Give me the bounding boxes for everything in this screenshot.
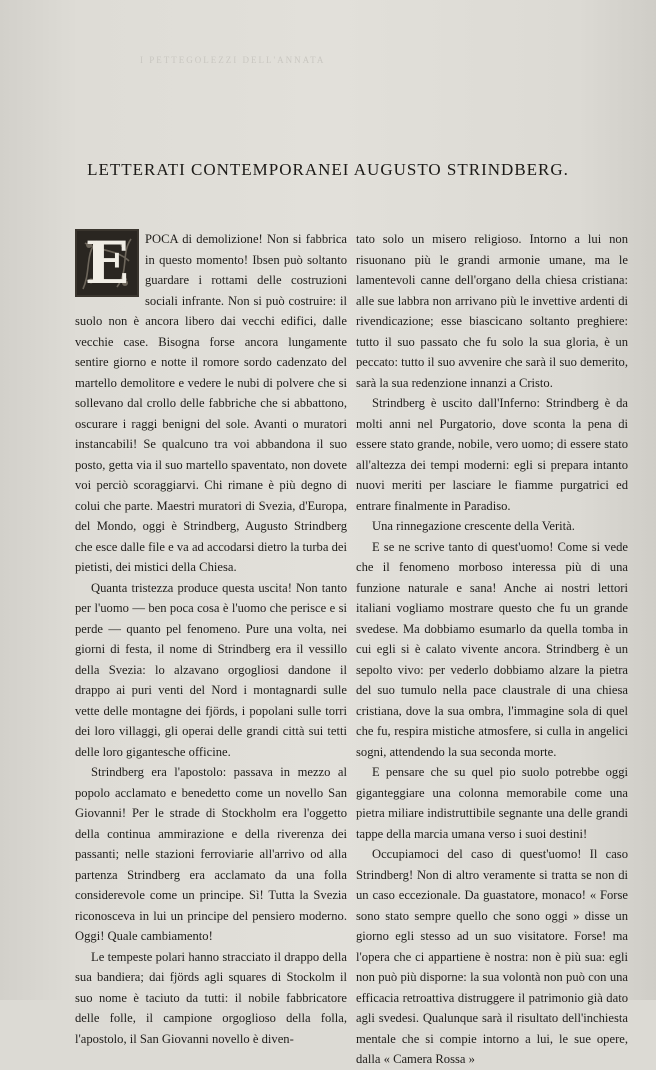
right-column	[356, 229, 628, 1070]
paragraph: POCA di demolizione! Non si fabbrica in questo momento! Ibsen può soltanto guardare i rottami delle costruzioni sociali infrante. Non si può costruire: il suolo non è ancora libero dai vecchi edifici, dalle vecchie case. Bisogna forse ancora lungamente sentire giorno e notte il romore sordo cadenzato del martello demolitore e vedere le nubi di polvere che si sollevano dal crollo delle fabbriche che si abbattono, oscurare i raggi benigni del sole. Avanti o muratori instancabili! Se qualcuno tra voi abbandona il suo posto, getta via il suo martello spaventato, non dovete voi perciò scoraggiarvi. Chi rimane è più degno di colui che parte. Maestri muratori di Svezia, d'Europa, del Mondo, oggi è Strindberg, Augusto Strindberg che esce dalle file e va ad accodarsi dietro la turba dei pietisti, dei mistici della Chiesa.	[75, 232, 347, 574]
paragraph: E pensare che su quel pio suolo potrebbe oggi giganteggiare una colonna memorabile come una pietra miliare indistruttibile segnante una delle grandi tappe della marcia umana verso i suoi destini!	[356, 765, 628, 841]
article-title: LETTERATI CONTEMPORANEI AUGUSTO STRINDBERG.	[87, 160, 569, 179]
paragraph: Occupiamoci del caso di quest'uomo! Il caso Strindberg! Non di altro veramente si tratta se non di un caso eccezionale. Da guastatore, monaco! « Forse sono stato sempre quello che sono oggi » disse un giorno egli stesso ad un suo visitatore. Forse! ma l'opera che ci appartiene è nostra: non è più sua: egli non può più disporne: la sua volontà non può con una efficacia retroattiva distruggere il patrimonio già dato agli svedesi. Qualunque sarà il risultato dell'inchiesta mentale che si compie intorno a lui, le sue opere, dalla « Camera Rossa »	[356, 847, 628, 1066]
paragraph: tato solo un misero religioso. Intorno a lui non risuonano più le grandi armonie umane, ma le lamentevoli canne dell'organo della chiesa cristiana: alle sue labbra non arrivano più le invettive ardenti di rivendicazione; esse biascicano soltanto preghiere: tutto il suo passato che fu solo la sua gloria, è un peccato: tutto il suo avvenire che sarà il suo demerito, sarà la sua redenzione innanzi a Cristo.	[356, 232, 628, 390]
left-column	[75, 229, 347, 1049]
paragraph: Quanta tristezza produce questa uscita! Non tanto per l'uomo — ben poca cosa è l'uomo che perisce e si perde — quanto pel fenomeno. Pure una volta, nei giorni di festa, il nome di Strindberg era il vessillo della Svezia: lo alzavano orgogliosi dandone il drappo ai puri venti del Nord i montagnardi sulle vette delle montagne dei fjörds, i popolani sulle torri dei loro villaggi, gli operai delle grandi città sui tetti delle loro gigantesche officine.	[75, 580, 347, 759]
ornamental-drop-cap	[75, 229, 139, 297]
bleed-through-header: I PETTEGOLEZZI DELL'ANNATA	[140, 55, 326, 65]
paragraph: E se ne scrive tanto di quest'uomo! Come si vede che il fenomeno morboso interessa più di una funzione naturale e sana! Anche ai nostri lettori italiani vogliamo mostrare questo che fu un grande svedese. Ma dobbiamo esumarlo da quella tomba in cui egli si è calato vivente ancora. Strindberg è un sepolto vivo: per vederlo dobbiamo alzare la pietra del suo tumulo nella pace claustrale di una chiesa cristiana, dove la sua ombra, l'immagine sola di quel che fu, respira mistiche atmosfere, si culla in angelici sogni, attendendo la sua seconda morte.	[356, 539, 628, 759]
drop-cap-letter: E	[84, 229, 130, 297]
paragraph: Strindberg era l'apostolo: passava in mezzo al popolo acclamato e benedetto come un novello San Giovanni! Per le strade di Stockholm era l'oggetto della continua ammirazione e della riverenza dei passanti; nelle stazioni ferroviarie all'arrivo od alla partenza Strindberg era acclamato da una folla considerevole come un principe. Sì! Tutta la Svezia riconosceva in lui un principe del pensiero moderno. Oggi! Quale cambiamento!	[75, 765, 347, 943]
paragraph: Strindberg è uscito dall'Inferno: Strindberg è da molti anni nel Purgatorio, dove sconta la pena di essere stato grande, nobile, vero uomo; di essere stato all'altezza dei tempi moderni: egli si prepara intanto nuovi meriti per lasciare le fiamme purgatrici ed entrare finalmente in Paradiso.	[356, 396, 628, 513]
paragraph: Le tempeste polari hanno stracciato il drappo della sua bandiera; dai fjörds agli squares di Stockolm il suo nome è taciuto da tutti: il nobile fabbricatore delle folle, il campione orgoglioso della folla, l'apostolo, il San Giovanni novello è diven-	[75, 949, 347, 1046]
paragraph: Una rinnegazione crescente della Verità.	[372, 519, 575, 533]
